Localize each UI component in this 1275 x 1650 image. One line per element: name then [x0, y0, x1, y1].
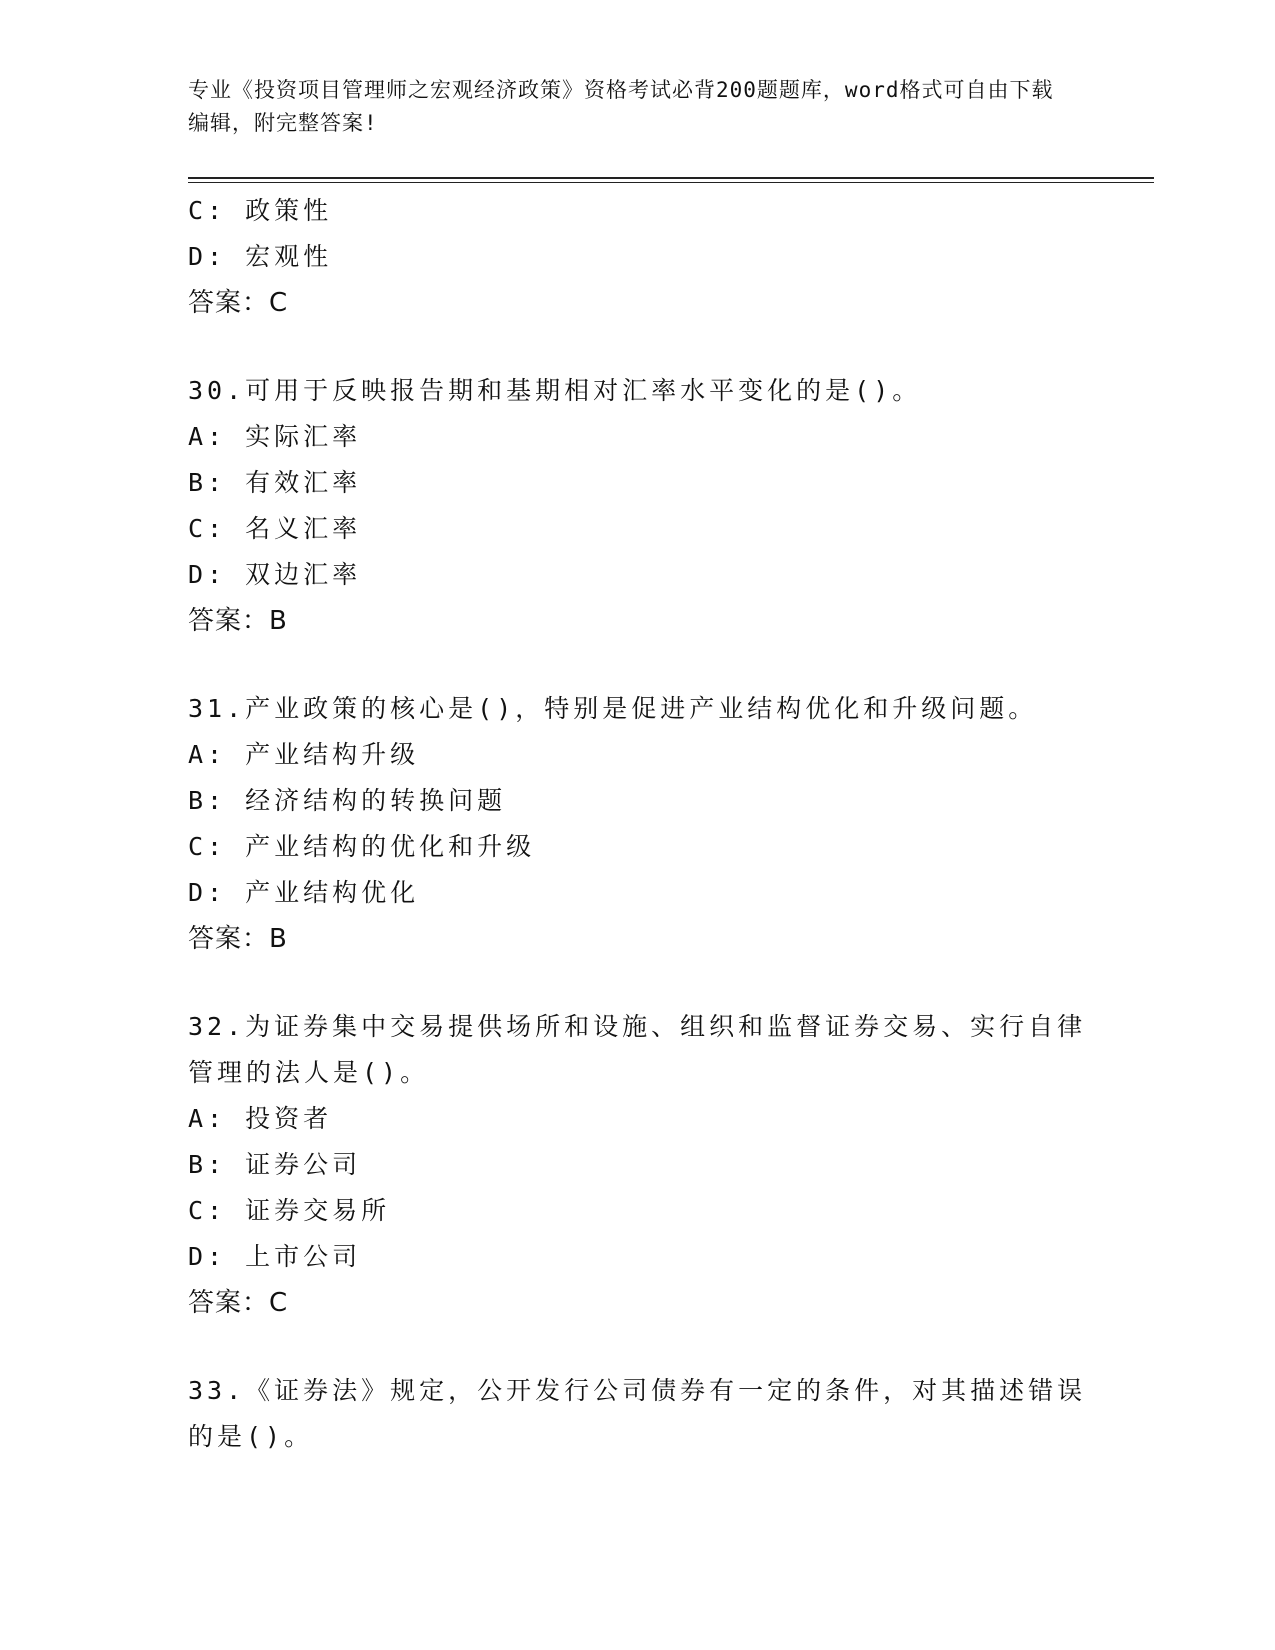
option-label: C:	[188, 196, 227, 225]
option-b	[188, 778, 1088, 824]
header-rule-thick	[188, 177, 1154, 179]
option-d	[188, 234, 1088, 280]
option-label: A:	[188, 422, 227, 451]
answer-line: 答案：C	[188, 288, 289, 318]
answer-line: 答案：B	[188, 924, 288, 954]
option-text: 实际汇率	[245, 422, 362, 451]
option-label: A:	[188, 740, 227, 769]
option-text: 政策性	[245, 196, 333, 225]
option-d	[188, 1234, 1088, 1280]
option-text: 上市公司	[245, 1242, 362, 1271]
option-label: B:	[188, 786, 227, 815]
option-a	[188, 1096, 1088, 1142]
option-text: 有效汇率	[245, 468, 362, 497]
option-b	[188, 460, 1088, 506]
question-stem-30: 30.可用于反映报告期和基期相对汇率水平变化的是()。	[188, 376, 922, 405]
option-text: 经济结构的转换问题	[245, 786, 507, 815]
option-label: B:	[188, 468, 227, 497]
question-stem-31: 31.产业政策的核心是()，特别是促进产业结构优化和升级问题。	[188, 694, 1038, 723]
option-c	[188, 1188, 1088, 1234]
option-text: 投资者	[245, 1104, 333, 1133]
option-text: 证券交易所	[245, 1196, 391, 1225]
option-label: C:	[188, 514, 227, 543]
document-header: 专业《投资项目管理师之宏观经济政策》资格考试必背200题题库，word格式可自由下载编辑，附完整答案!	[188, 78, 1054, 135]
option-a	[188, 732, 1088, 778]
question-stem-32: 32.为证券集中交易提供场所和设施、组织和监督证券交易、实行自律管理的法人是()。	[188, 1012, 1087, 1087]
option-text: 宏观性	[245, 242, 333, 271]
option-c	[188, 188, 1088, 234]
option-label: B:	[188, 1150, 227, 1179]
option-label: D:	[188, 878, 227, 907]
option-text: 产业结构优化	[245, 878, 420, 907]
question-stem-33: 33.《证券法》规定，公开发行公司债券有一定的条件，对其描述错误的是()。	[188, 1376, 1087, 1451]
answer-line: 答案：B	[188, 606, 288, 636]
option-c	[188, 506, 1088, 552]
option-text: 产业结构的优化和升级	[245, 832, 536, 861]
option-label: D:	[188, 560, 227, 589]
option-a	[188, 414, 1088, 460]
option-c	[188, 824, 1088, 870]
option-text: 双边汇率	[245, 560, 362, 589]
option-label: D:	[188, 242, 227, 271]
option-text: 名义汇率	[245, 514, 362, 543]
option-d	[188, 870, 1088, 916]
option-text: 产业结构升级	[245, 740, 420, 769]
option-b	[188, 1142, 1088, 1188]
option-d	[188, 552, 1088, 598]
question-list	[188, 188, 1088, 1460]
answer-line: 答案：C	[188, 1288, 289, 1318]
header-rule-thin	[188, 182, 1154, 183]
option-text: 证券公司	[245, 1150, 362, 1179]
option-label: C:	[188, 832, 227, 861]
option-label: A:	[188, 1104, 227, 1133]
option-label: C:	[188, 1196, 227, 1225]
option-label: D:	[188, 1242, 227, 1271]
